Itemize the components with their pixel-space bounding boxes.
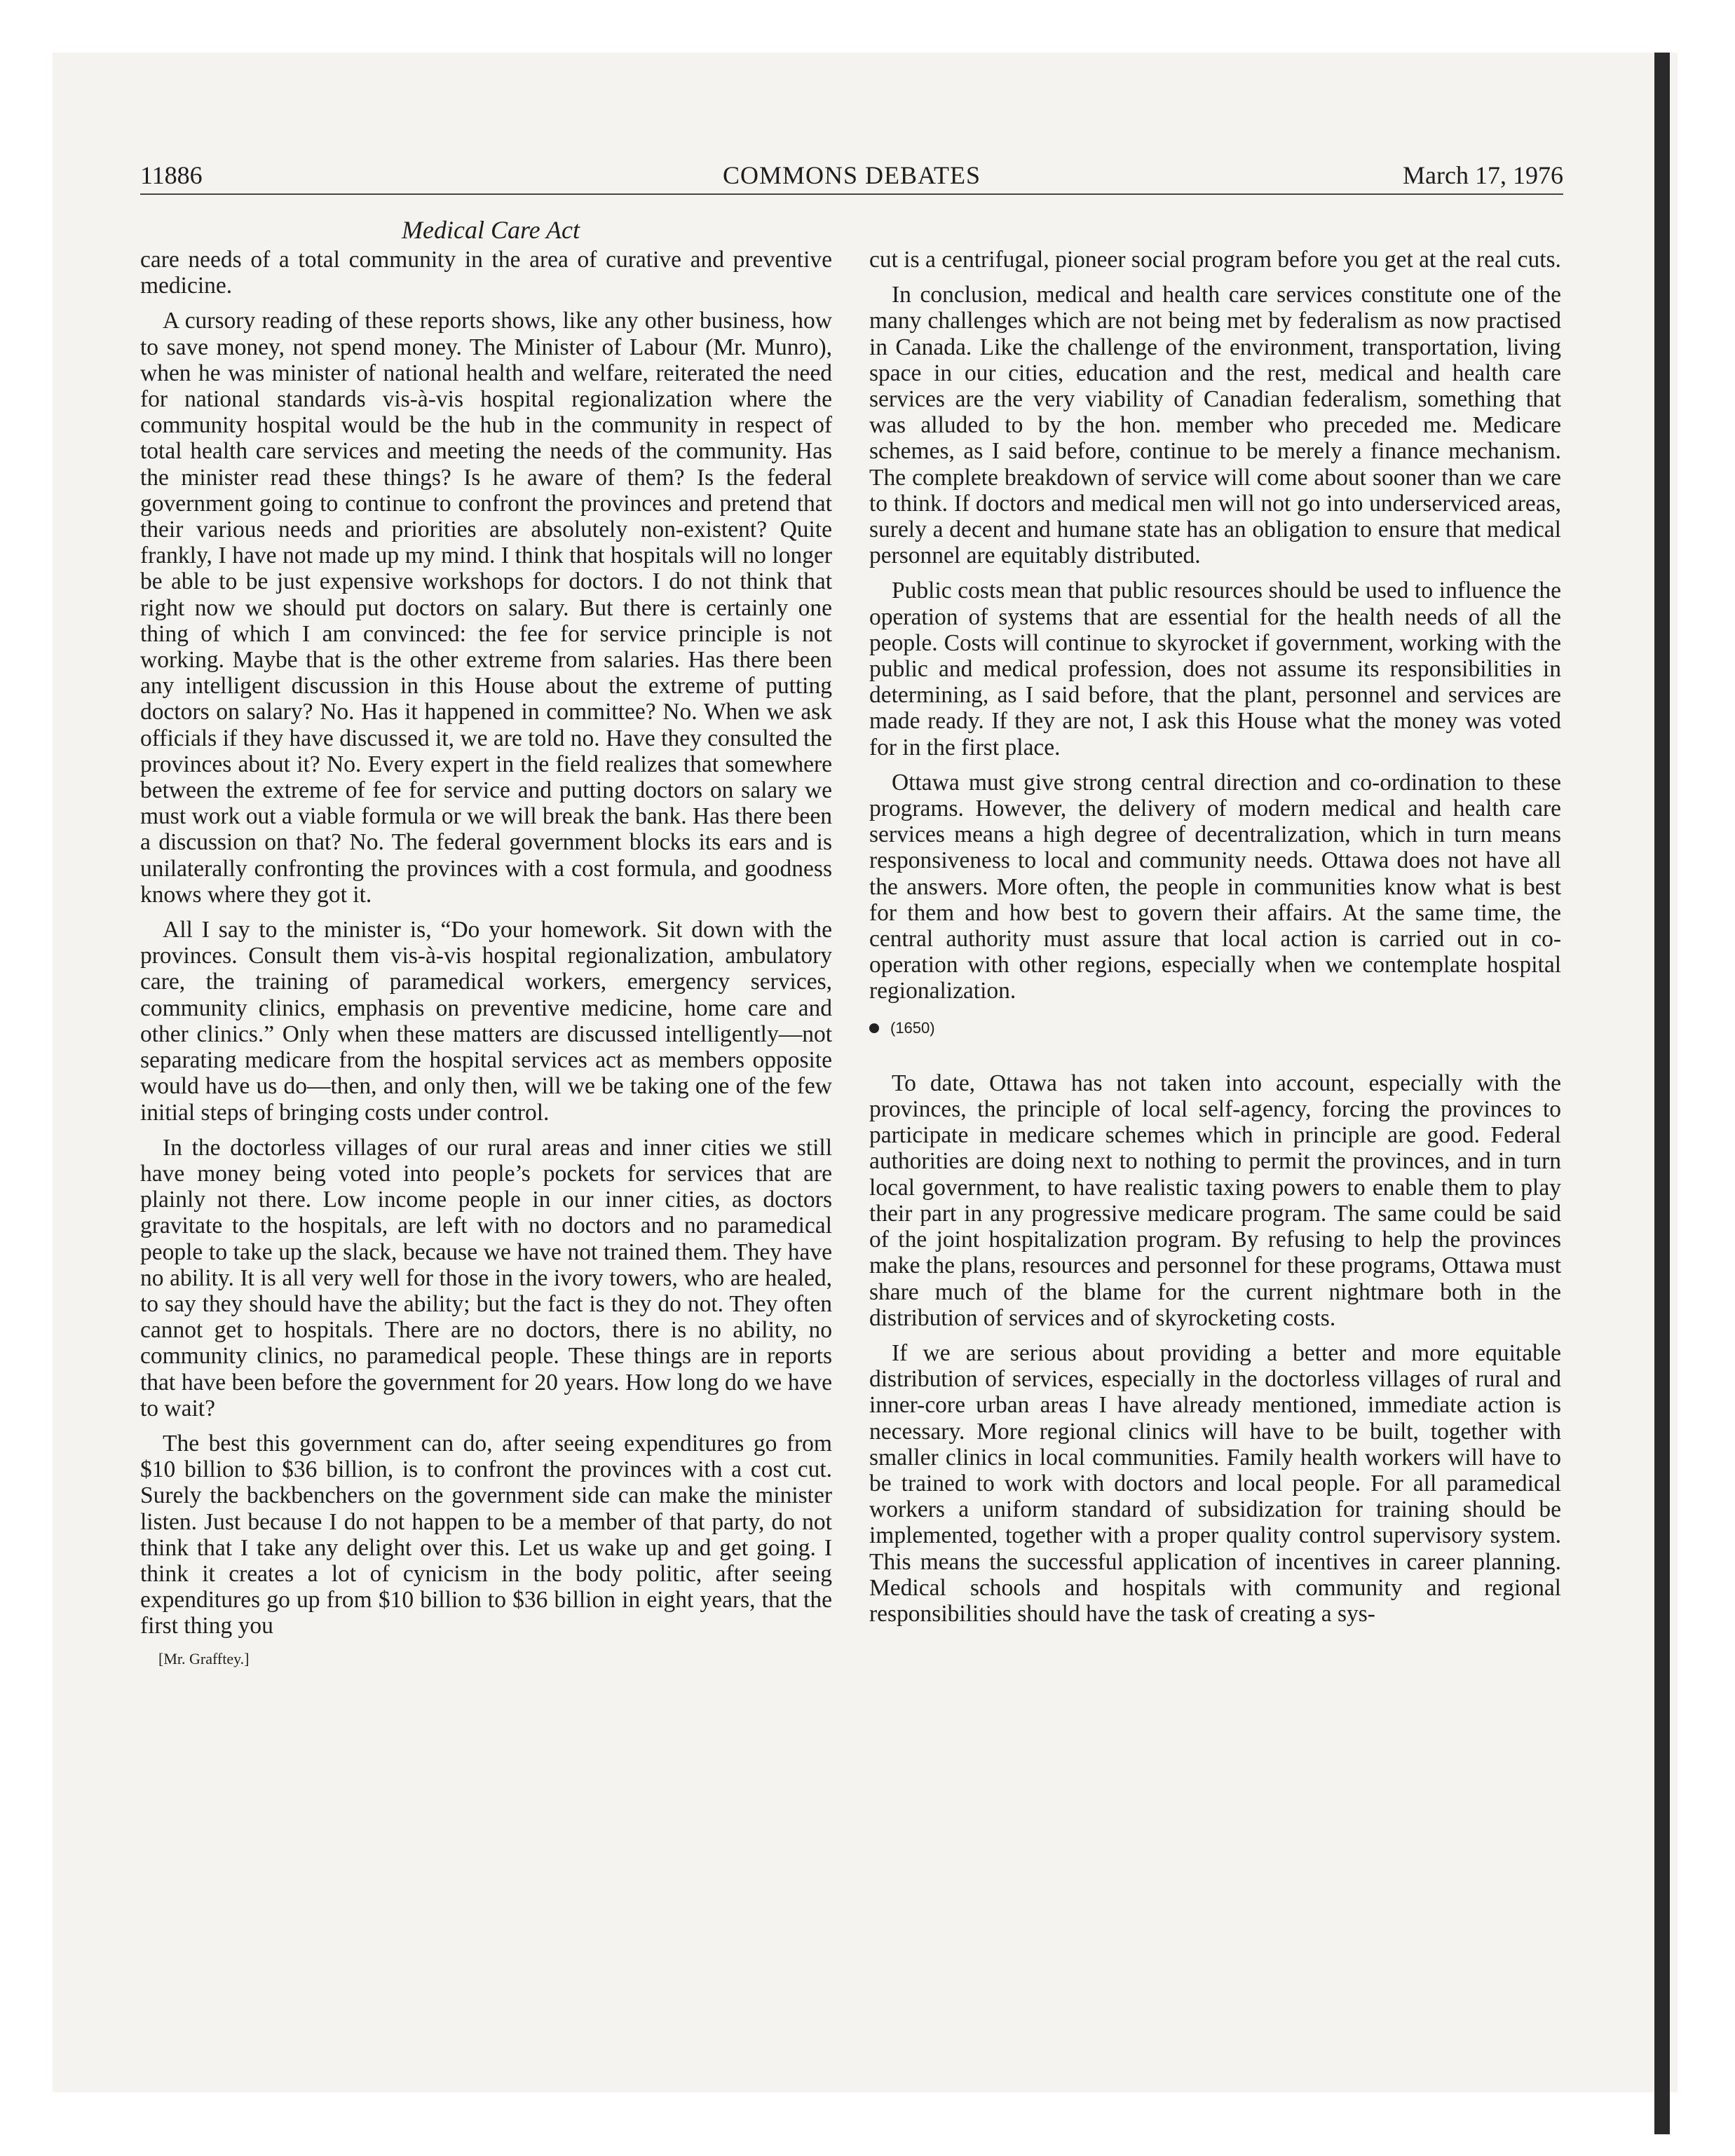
paragraph: care needs of a total community in the area of curative and preventive medicine. <box>140 247 832 299</box>
paragraph: If we are serious about providing a better and more equitable distribution of services, especially in the doctorless villages of rural and inner-core urban areas I have already mentioned, immediate action is necessary. More regional clinics will have to be built, together with smaller clinics in local communities. Family health workers will have to be trained to work with doctors and local people. For all paramedical workers a uniform standard of subsidization for training should be implemented, together with a proper quality control supervisory system. This means the successful application of incentives in career planning. Medical schools and hospitals with community and regional responsibilities should have the task of creating a sys- <box>869 1339 1561 1627</box>
speaker-credit: [Mr. Grafftey.] <box>158 1649 250 1667</box>
page-date: March 17, 1976 <box>1403 161 1563 189</box>
section-title: Medical Care Act <box>402 216 580 244</box>
scan-edge-bar <box>1654 53 1670 2134</box>
page-header <box>140 157 1563 195</box>
paragraph: All I say to the minister is, “Do your homework. Sit down with the provinces. Consult them vis-à-vis hospital regionalization, ambulatory care, the training of paramedical workers, emergency services, community clinics, emphasis on preventive medicine, home care and other clinics.” Only when these matters are discussed intelligently—not separating medicare from the hospital services act as members opposite would have us do—then, and only then, will we be taking one of the few initial steps of bringing costs under control. <box>140 917 832 1126</box>
paragraph: Public costs mean that public resources should be used to influence the operation of systems that are essential for the health needs of all the people. Costs will continue to skyrocket if government, working with the public and medical profession, does not assume its responsibilities in determining, as I said before, that the plant, personnel and services are made ready. If they are not, I ask this House what the money was voted for in the first place. <box>869 578 1561 760</box>
time-marker-text: (1650) <box>890 1018 935 1037</box>
time-marker <box>869 1014 1561 1042</box>
paragraph: A cursory reading of these reports shows, like any other business, how to save money, not spend money. The Minister of Labour (Mr. Munro), when he was minister of national health and welfare, reiterated the need for national standards vis-à-vis hospital regionalization where the community hospital would be the hub in the community in respect of total health care services and meeting the needs of the community. Has the minister read these things? Is he aware of them? Is the federal government going to continue to confront the provinces and pretend that their various needs and priorities are absolutely non-existent? Quite frankly, I have not made up my mind. I think that hospitals will no longer be able to be just expensive workshops for doctors. I do not think that right now we should put doctors on salary. But there is certainly one thing of which I am convinced: the fee for service principle is not working. Maybe that is the other extreme from salaries. Has there been any intelligent discussion in this House about the extreme of putting doctors on salary? No. Has it happened in committee? No. When we ask officials if they have discussed it, we are told no. Have they consulted the provinces about it? No. Every expert in the field realizes that somewhere between the extreme of fee for service and putting doctors on salary we must work out a viable formula or we will break the bank. Has there been a discussion on that? No. The federal government blocks its ears and is unilaterally confronting the provinces with a cost formula, and goodness knows where they got it. <box>140 308 833 908</box>
bullet-icon <box>869 1023 879 1033</box>
paragraph: To date, Ottawa has not taken into account, especially with the provinces, the principle of local self-agency, forcing the provinces to participate in medicare schemes which in principle are good. Federal authorities are doing next to nothing to permit the provinces, and in turn local government, to have realistic taxing powers to enable them to play their part in any progressive medicare program. The same could be said of the joint hospitalization program. By refusing to help the provinces make the plans, resources and personnel for these programs, Ottawa must share much of the blame for the current nightmare both in the distribution of services and of skyrocketing costs. <box>869 1070 1561 1331</box>
paragraph: In the doctorless villages of our rural areas and inner cities we still have money being voted into people’s pockets for services that are plainly not there. Low income people in our inner cities, as doctors gravitate to the hospitals, are left with no doctors and no paramedical people to take up the slack, because we have not trained them. They have no ability. It is all very well for those in the ivory towers, who are healed, to say they should have the ability; but the fact is they do not. They often cannot get to hospitals. There are no doctors, there is no ability, no community clinics, no paramedical people. These things are in reports that have been before the government for 20 years. How long do we have to wait? <box>140 1134 832 1421</box>
running-title: COMMONS DEBATES <box>722 161 981 189</box>
left-column <box>140 247 832 1670</box>
page-number: 11886 <box>140 161 203 189</box>
right-column <box>869 247 1561 1636</box>
paragraph: Ottawa must give strong central direction and co-ordination to these programs. However, the delivery of modern medical and health care services means a high degree of decentralization, which in turn means responsiveness to local and community needs. Ottawa does not have all the answers. More often, the people in communities know what is best for them and how best to govern their affairs. At the same time, the central authority must assure that local action is carried out in co-operation with other regions, especially when we contemplate hospital regionalization. <box>869 769 1561 1004</box>
paragraph: The best this government can do, after seeing expenditures go from $10 billion to $36 billion, is to confront the provinces with a cost cut. Surely the backbenchers on the government side can make the minister listen. Just because I do not happen to be a member of that party, do not think that I take any delight over this. Let us wake up and get going. I think it creates a lot of cynicism in the body politic, after seeing expenditures go up from $10 billion to $36 billion in eight years, that the first thing you <box>140 1430 832 1639</box>
paragraph: In conclusion, medical and health care services constitute one of the many challenges which are not being met by federalism as now practised in Canada. Like the challenge of the environment, transportation, living space in our cities, education and the rest, medical and health care services are the very viability of Canadian federalism, something that was alluded to by the hon. member who preceded me. Medicare schemes, as I said before, continue to be merely a finance mechanism. The complete breakdown of service will come about sooner than we care to think. If doctors and medical men will not go into underserviced areas, surely a decent and humane state has an obligation to ensure that medical personnel are equitably distributed. <box>869 282 1561 569</box>
paragraph: cut is a centrifugal, pioneer social program before you get at the real cuts. <box>869 247 1561 273</box>
